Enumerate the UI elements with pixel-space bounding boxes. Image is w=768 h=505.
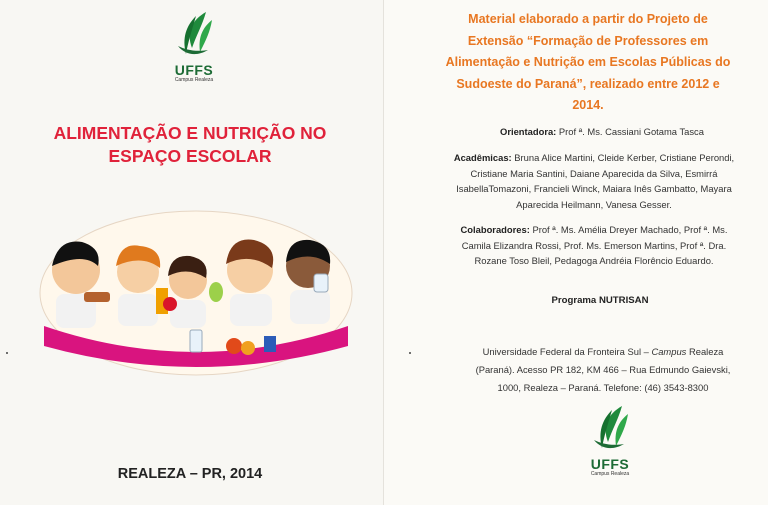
colaboradores-block xyxy=(424,222,764,269)
address-line1 xyxy=(448,343,758,361)
address-university: Universidade Federal da Fronteira Sul – xyxy=(482,346,652,357)
intro-line: Extensão “Formação de Professores em xyxy=(467,33,709,48)
address-city: Realeza xyxy=(686,346,724,357)
colaboradores-line: Camila Elizandra Rossi, Prof. Ms. Emerson Martins, Prof ª. Dra. xyxy=(461,239,727,251)
address-block xyxy=(448,343,758,397)
academicas-line: Cristiane Maria Santini, Daiane Aparecida da Silva, Esmirrá xyxy=(470,167,718,179)
intro-line: Alimentação e Nutrição em Escolas Públicas do xyxy=(445,55,731,69)
children-eating-illustration xyxy=(38,208,354,378)
colaboradores-label: Colaboradores: xyxy=(460,224,530,235)
intro-line: 2014. xyxy=(572,98,604,112)
address-line2: (Paraná). Acesso PR 182, KM 466 – Rua Edmundo Gaievski, xyxy=(475,364,731,375)
logo-subtitle: Campus Realeza xyxy=(174,77,214,83)
cover-title xyxy=(20,122,360,168)
uffs-leaf-icon xyxy=(588,404,632,452)
intro-line: Material elaborado a partir do Projeto de xyxy=(468,12,708,26)
orientadora-block xyxy=(452,124,752,140)
cover-footer: REALEZA – PR, 2014 xyxy=(117,466,263,482)
academicas-line: Aparecida Heilmann, Vanesa Gesser. xyxy=(516,198,672,210)
logo-text: UFFS xyxy=(174,62,214,78)
margin-mark xyxy=(6,352,8,354)
academicas-line: Bruna Alice Martini, Cleide Kerber, Cristiane Perondi, xyxy=(514,152,735,163)
logo-subtitle: Campus Realeza xyxy=(590,471,630,477)
academicas-label: Acadêmicas: xyxy=(453,152,512,163)
programa-label: Programa NUTRISAN xyxy=(551,295,649,306)
orientadora-text: Prof ª. Ms. Cassiani Gotama Tasca xyxy=(558,126,704,137)
colaboradores-line: Prof ª. Ms. Amélia Dreyer Machado, Prof ª. Ms. xyxy=(532,224,728,235)
academicas-block xyxy=(424,150,764,212)
cover-title-line2: ESPAÇO ESCOLAR xyxy=(108,146,272,166)
uffs-leaf-icon xyxy=(172,10,216,58)
cover-title-line1: ALIMENTAÇÃO E NUTRIÇÃO NO xyxy=(53,123,327,143)
intro-line: Sudoeste do Paraná”, realizado entre 2012 e xyxy=(456,76,720,91)
uffs-logo-back xyxy=(578,404,642,477)
address-campus-italic: Campus xyxy=(651,346,687,357)
uffs-logo xyxy=(162,10,226,83)
orientadora-label: Orientadora: xyxy=(500,126,557,137)
margin-mark xyxy=(409,352,411,354)
colaboradores-line: Rozane Toso Bleil, Pedagoga Andréia Florêncio Eduardo. xyxy=(474,255,714,267)
intro-text xyxy=(418,9,758,117)
logo-text: UFFS xyxy=(590,456,630,472)
address-line3: 1000, Realeza – Paraná. Telefone: (46) 3543-8300 xyxy=(497,382,709,393)
academicas-line: IsabellaTomazoni, Francieli Winck, Maiara Inês Gambatto, Mayara xyxy=(456,183,732,195)
